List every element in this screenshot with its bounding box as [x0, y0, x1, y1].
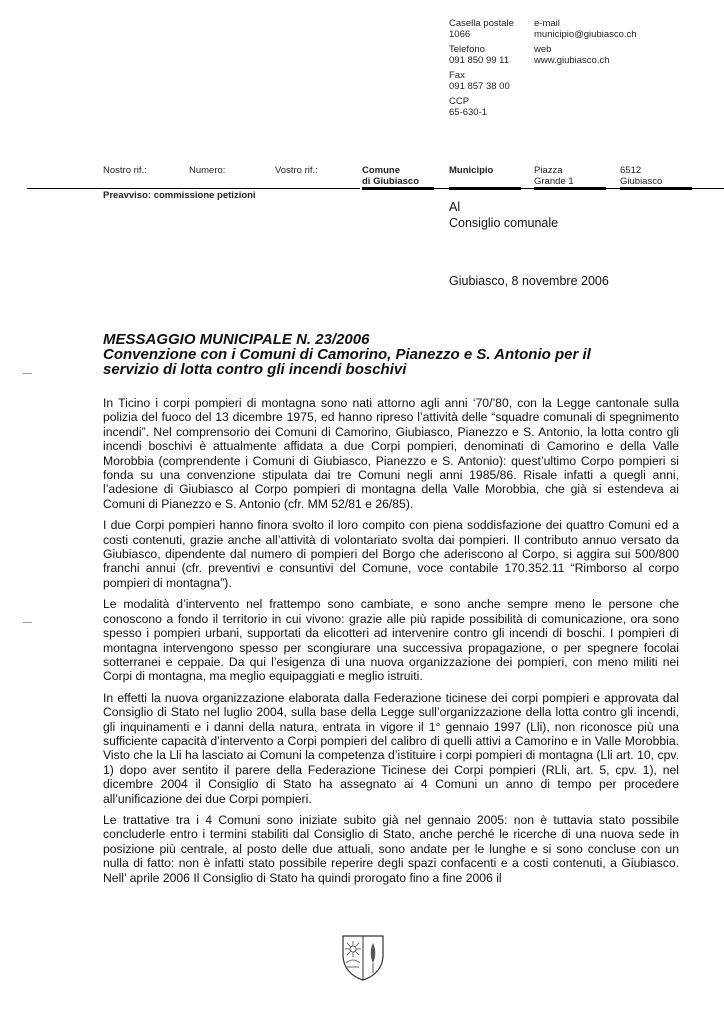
- message-body: [103, 396, 679, 892]
- body-paragraph-4: In effetti la nuova organizzazione elaborata dalla Federazione ticinese dei corpi pompieri e approvata dal Consiglio di Stato nel luglio 2004, sulla base della Legge sull’organizzazione della lotta contro gli incendi, gli inquinamenti e i danni della natura, entrata in vigore il 1° gennaio 1997 (Lli), non riconosce più una sufficiente capacità d’intervento a Corpi pompieri del calibro di quelli attivi a Camorino e in Valle Morobbia. Visto che la Lli ha lasciato ai Comuni la competenza d’istituire i corpi pompieri di montagna (Lli art. 10, cpv. 1) dopo aver sentito il parere della Federazione Ticinese dei Corpi pompieri (RLli, art. 5, cpv. 1), nel dicembre 2004 il Consiglio di Stato ha assegnato ai 4 Comuni un anno di tempo per procedere all’unificazione dei due Corpi pompieri.: [103, 690, 679, 806]
- message-subtitle-line1: Convenzione con i Comuni di Camorino, Pianezzo e S. Antonio per il: [103, 346, 591, 363]
- recipient-block: [449, 199, 558, 231]
- ccp-label: CCP: [449, 96, 470, 107]
- fax-label: Fax: [449, 70, 465, 81]
- contact-web: [534, 44, 684, 66]
- message-title-block: [103, 332, 663, 377]
- contact-email: [534, 18, 684, 40]
- contact-ccp: [449, 96, 539, 118]
- zip-code: 6512: [620, 165, 642, 176]
- city-name: Giubiasco: [620, 176, 663, 187]
- body-paragraph-2: I due Corpi pompieri hanno finora svolto il loro compito con piena soddisfazione dei quattro Comuni ed a costi contenuti, grazie anche all’attività di volontariato svolta dai pompieri. Il contributo annuo versato da Giubiasco, dipendente dal numero di pompieri del Borgo che aderiscono al Corpo, si aggira sui 500/800 franchi annui (cfr. preventivi e consuntivi del Comune, voce contabile 170.352.11 “Rimborso al corpo pompieri di montagna”).: [103, 518, 679, 590]
- contact-postbox: [449, 18, 539, 40]
- comune-line2: di Giubiasco: [362, 176, 420, 187]
- fax-value: 091 857 38 00: [449, 81, 510, 92]
- margin-mark-lower: [23, 622, 32, 623]
- giubiasco-coat-of-arms-icon: [340, 933, 386, 983]
- street-address: [534, 165, 574, 187]
- preavviso-note: Preavviso: commissione petizioni: [103, 190, 256, 201]
- body-paragraph-5: Le trattative tra i 4 Comuni sono iniziate subito già nel gennaio 2005: non è tuttavia stato possibile concluderle entro i termini stabiliti dal Consiglio di Stato, anche perché le ricerche di una nuova sede in posizione più centrale, al posto delle due attuali, sono andate per le lunghe e si sono concluse con un nulla di fatto: non è infatti stato possibile reperire degli spazi confacenti e a costi contenuti, a Giubiasco. Nell’ aprile 2006 Il Consiglio di Stato ha quindi prorogato fino a fine 2006 il: [103, 812, 679, 885]
- recipient-line2: Consiglio comunale: [449, 216, 559, 230]
- phone-label: Telefono: [449, 44, 485, 55]
- body-paragraph-3: Le modalità d’intervento nel frattempo sono cambiate, e sono anche sempre meno le persone che conoscono a fondo il territorio in cui vivono: grazie alle più rapide possibilità di comunicazione, ora sono spesso i pompieri urbani, supportati da elicotteri ad intervenire contro gli incendi di boschi. I pompieri di montagna intervengono spesso per scongiurare una successiva propagazione, o per spegnere focolai sotterranei e ceppaie. Da qui l’esigenza di una nuova organizzazione dei pompieri, con meno militi nei Corpi di montagna, ma meglio equipaggiati e meglio istruiti.: [103, 597, 679, 684]
- phone-value: 091 850 99 11: [449, 55, 510, 66]
- city-address: [620, 165, 662, 187]
- postbox-label: Casella postale: [449, 18, 514, 29]
- recipient-line1: Al: [449, 200, 461, 214]
- document-date: Giubiasco, 8 novembre 2006: [449, 274, 609, 288]
- email-label: e-mail: [534, 18, 560, 29]
- message-title: MESSAGGIO MUNICIPALE N. 23/2006: [103, 331, 370, 348]
- postbox-value: 1066: [449, 29, 471, 40]
- ccp-value: 65-630-1: [449, 107, 488, 118]
- web-label: web: [534, 44, 552, 55]
- comune-name: [362, 165, 419, 187]
- nostro-rif-label: Nostro rif.:: [103, 165, 147, 176]
- numero-label: Numero:: [189, 165, 226, 176]
- comune-line1: Comune: [362, 165, 400, 176]
- vostro-rif-label: Vostro rif.:: [275, 165, 318, 176]
- street-line1: Piazza: [534, 165, 563, 176]
- divider-line-left: [27, 188, 360, 189]
- divider-accent-comune: [362, 187, 434, 190]
- municipio-label: Municipio: [449, 165, 494, 176]
- web-value[interactable]: www.giubiasco.ch: [534, 55, 610, 66]
- contact-phone: [449, 44, 539, 66]
- message-subtitle-line2: servizio di lotta contro gli incendi boschivi: [103, 361, 407, 378]
- email-value[interactable]: municipio@giubiasco.ch: [534, 29, 637, 40]
- street-line2: Grande 1: [534, 176, 574, 187]
- body-paragraph-1: In Ticino i corpi pompieri di montagna sono nati attorno agli anni ‘70/’80, con la Legge cantonale sulla polizia del fuoco del 13 dicembre 1975, ed hanno ripreso l’attività delle “squadre comunali di spegnimento incendi”. Nel comprensorio dei Comuni di Camorino, Giubiasco, Pianezzo e S. Antonio, la lotta contro gli incendi boschivi è attualmente affidata a due Corpi pompieri, denominati di Camorino e della Valle Morobbia (comprendente i Comuni di Giubiasco, Pianezzo e S. Antonio): quest’ultimo Corpo pompieri si fonda su una convenzione stipulata dai tre Comuni negli anni 1985/86. Risale infatti a quegli anni, l’adesione di Giubiasco al Corpo pompieri di montagna della Valle Morobbia, che già si estendeva ai Comuni di Pianezzo e S. Antonio (cfr. MM 52/81 e 26/85).: [103, 396, 679, 511]
- contact-fax: [449, 70, 539, 92]
- margin-mark-upper: [23, 373, 32, 374]
- divider-line-right: [434, 188, 724, 189]
